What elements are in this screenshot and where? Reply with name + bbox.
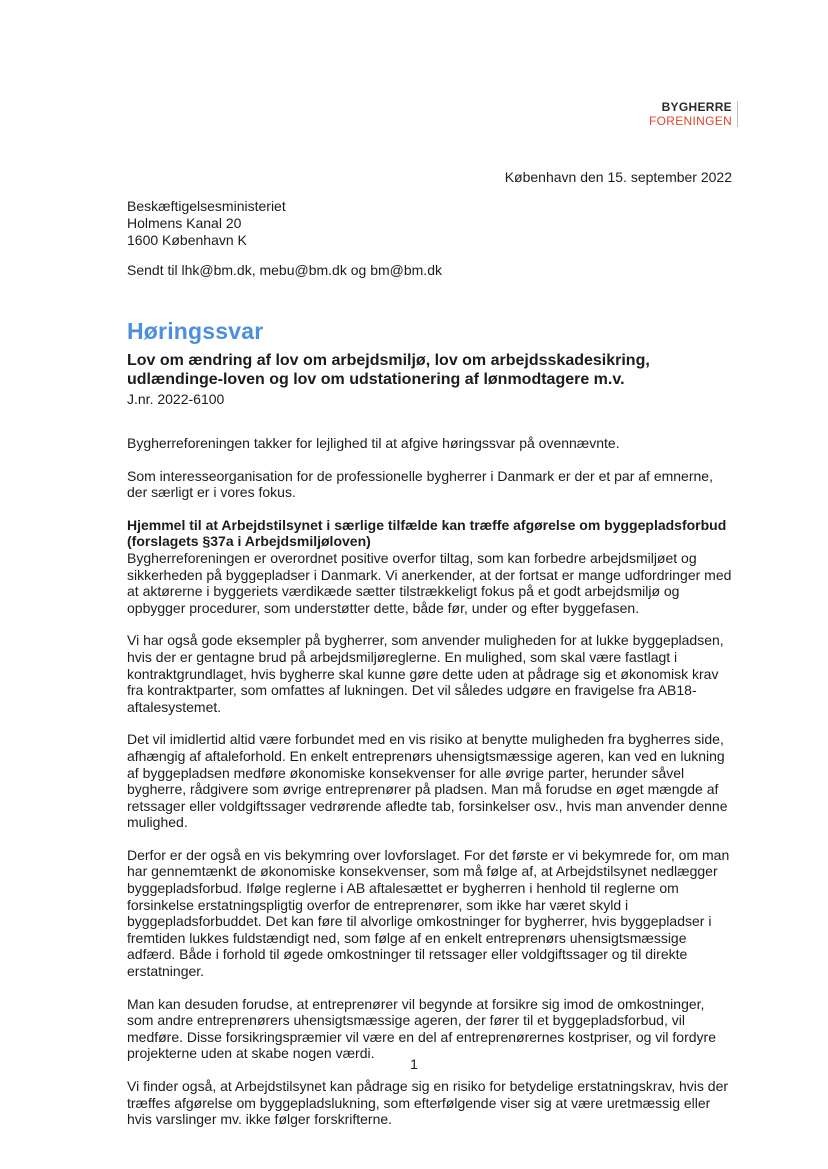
document-title: Høringssvar — [127, 318, 264, 344]
paragraph-1: Bygherreforeningen takker for lejlighed til at afgive høringssvar på ovennævnte. — [127, 435, 620, 451]
section-heading: Hjemmel til at Arbejdstilsynet i særlige tilfælde kan træffe afgørelse om byggepladsforbud (forslagets §37a i Arbejdsmiljøloven) — [127, 516, 727, 550]
logo-divider — [737, 101, 738, 127]
recipient-line-1: Beskæftigelsesministeriet — [127, 198, 286, 214]
logo-line-1: BYGHERRE — [661, 100, 732, 114]
logo-line-2: FORENINGEN — [648, 114, 732, 128]
page-number: 1 — [410, 1056, 418, 1072]
paragraph-4: Vi har også gode eksempler på bygherrer, som anvender muligheden for at lukke byggepladsen, hvis der er gentagne brud på arbejdsmiljøreglerne. En mulighed, som skal være fastlagt i kontraktgrundlaget, hvis bygherre skal kunne gøre dette uden at pådrage sig et økonomisk krav fra kontraktparter, som omfattes af lukningen. Det vil således udgøre en fravigelse fra AB18-aftalesystemet. — [127, 632, 724, 715]
letter-body — [127, 435, 732, 1144]
paragraph-3: Bygherreforeningen er overordnet positive overfor tiltag, som kan forbedre arbejdsmiljøet og sikkerheden på byggepladser i Danmark. Vi anerkender, at der fortsat er mange udfordringer med at aktørerne i byggeriets værdikæde sætter tilstrækkeligt fokus på et godt arbejdsmiljø og opbygger procedurer, som understøtter dette, både før, under og efter byggefasen. — [127, 549, 732, 616]
document-subtitle: Lov om ændring af lov om arbejdsmiljø, lov om arbejdsskadesikring, udlændinge-loven og lov om udstationering af lønmodtagere m.v. — [127, 352, 650, 388]
recipient-address — [127, 198, 286, 249]
paragraph-6: Derfor er der også en vis bekymring over lovforslaget. For det første er vi bekymrede for, om man har gennemtænkt de økonomiske konsekvenser, som må følge af, at Arbejdstilsynet nedlægger byggepladsforbud. Ifølge reglerne i AB aftalesættet er bygherren i henhold til reglerne om forsinkelse erstatningspligtig overfor de entreprenører, som ikke har været skyld i byggepladsforbuddet. Det kan føre til alvorlige omkostninger for bygherrer, hvis byggepladser i fremtiden lukkes fuldstændigt ned, som følge af en enkelt entreprenørs uhensigtsmæssige adfærd. Både i forhold til øgede omkostninger til retssager eller voldgiftssager og til direkte erstatninger. — [127, 846, 730, 980]
journal-number: J.nr. 2022-6100 — [127, 391, 225, 407]
paragraph-7: Man kan desuden forudse, at entreprenører vil begynde at forsikre sig imod de omkostninger, som andre entreprenørers uhensigtsmæssige ageren, der fører til et byggepladsforbud, vil medføre. Disse forsikringspræmier vil være en del af entreprenørernes kostpriser, og vil fordyre projekterne uden at skabe nogen værdi. — [127, 995, 716, 1062]
recipient-line-3: 1600 København K — [127, 232, 247, 248]
paragraph-5: Det vil imidlertid altid være forbundet med en vis risiko at benytte muligheden fra bygherres side, afhængig af aftaleforhold. En enkelt entreprenørs uhensigtsmæssige ageren, kan ved en lukning af byggepladsen medføre økonomiske konsekvenser for alle øvrige parter, herunder såvel bygherre, rådgivere som øvrige entreprenører på pladsen. Man må forudse en øget mængde af retssager eller voldgiftssager vedrørende afledte tab, forsinkelser osv., hvis man anvender denne mulighed. — [127, 731, 728, 831]
letter-date: København den 15. september 2022 — [504, 169, 732, 185]
paragraph-2: Som interesseorganisation for de professionelle bygherrer i Danmark er der et par af emnerne, der særligt er i vores fokus. — [127, 467, 713, 501]
sent-to-line: Sendt til lhk@bm.dk, mebu@bm.dk og bm@bm.dk — [127, 262, 442, 278]
paragraph-8: Vi finder også, at Arbejdstilsynet kan pådrage sig en risiko for betydelige erstatningskrav, hvis der træffes afgørelse om byggepladslukning, som efterfølgende viser sig at være uretmæssig eller hvis varslinger mv. ikke følger forskrifterne. — [127, 1078, 729, 1128]
recipient-line-2: Holmens Kanal 20 — [127, 215, 242, 231]
organization-logo — [649, 100, 732, 128]
